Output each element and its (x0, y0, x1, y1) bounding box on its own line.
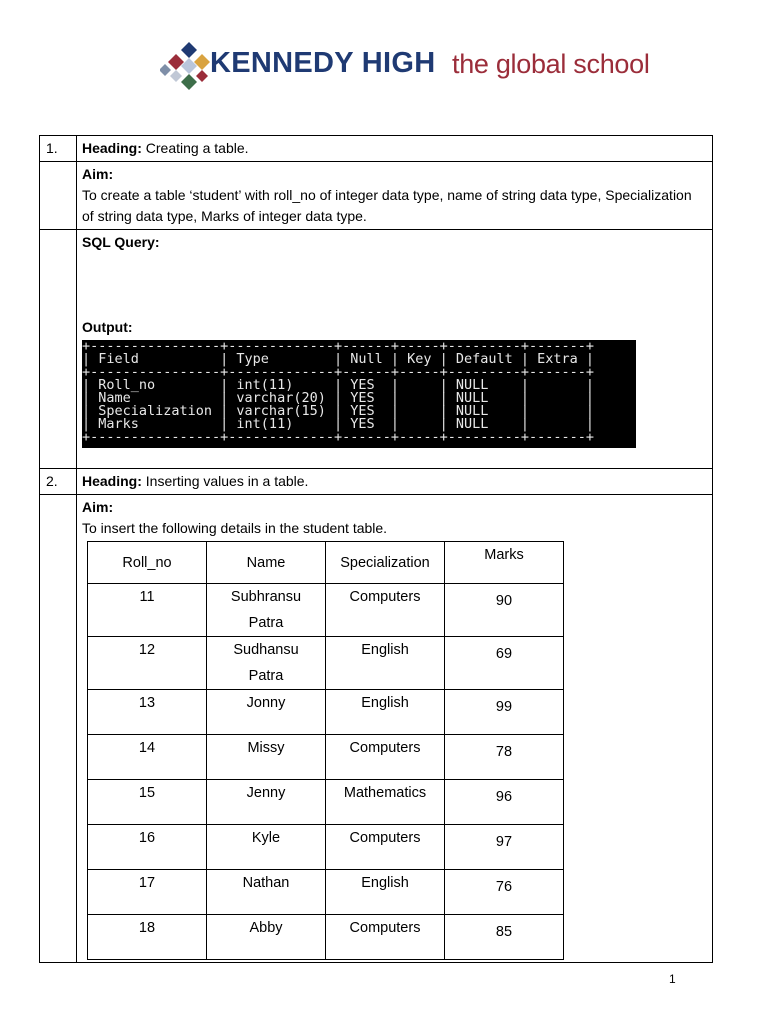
heading-cell (77, 469, 713, 495)
name-cell: Missy (207, 735, 326, 780)
query-output-cell (77, 230, 713, 469)
heading-cell (77, 136, 713, 162)
marks-cell: 85 (445, 915, 564, 960)
logo-tagline: the global school (452, 49, 650, 79)
terminal-line: | Name | varchar(20) | YES | | NULL | | (82, 390, 595, 406)
roll-no-cell: 15 (88, 780, 207, 825)
marks-cell: 69 (445, 637, 564, 690)
terminal-line: | Marks | int(11) | YES | | NULL | | (82, 416, 595, 432)
name-cell: Jonny (207, 690, 326, 735)
terminal-line: | Field | Type | Null | Key | Default | Extra | (82, 351, 595, 367)
marks-cell: 90 (445, 584, 564, 637)
name-cell: Subhransu Patra (207, 584, 326, 637)
table-row (88, 825, 564, 870)
practical-2-heading-row (40, 469, 713, 495)
student-data-table (87, 541, 564, 960)
specialization-cell: Computers (326, 735, 445, 780)
roll-no-cell: 13 (88, 690, 207, 735)
logo-school-name: KENNEDY HIGH (210, 47, 436, 79)
aim-label: Aim: (82, 166, 114, 182)
roll-no-cell: 11 (88, 584, 207, 637)
heading-label: Heading: (82, 140, 142, 156)
name-cell: Abby (207, 915, 326, 960)
table-row (88, 637, 564, 690)
terminal-output (82, 340, 636, 448)
student-table-body (88, 584, 564, 960)
terminal-line: | Roll_no | int(11) | YES | | NULL | | (82, 377, 595, 393)
name-cell: Kyle (207, 825, 326, 870)
specialization-cell: Computers (326, 915, 445, 960)
aim-cell (77, 495, 713, 963)
terminal-line: +----------------+-------------+------+-----+---------+-------+ (82, 429, 595, 445)
heading-text: Creating a table. (145, 140, 249, 156)
aim-cell (77, 162, 713, 230)
roll-no-cell: 14 (88, 735, 207, 780)
heading-text: Inserting values in a table. (145, 473, 309, 489)
table-row (88, 915, 564, 960)
marks-cell: 96 (445, 780, 564, 825)
roll-no-cell: 18 (88, 915, 207, 960)
name-cell: Sudhansu Patra (207, 637, 326, 690)
page-number: 1 (669, 972, 676, 986)
marks-cell: 97 (445, 825, 564, 870)
specialization-cell: Mathematics (326, 780, 445, 825)
terminal-line: +----------------+-------------+------+-----+---------+-------+ (82, 340, 595, 354)
school-logo (160, 40, 650, 92)
aim-text: To insert the following details in the student table. (82, 520, 388, 536)
output-label: Output: (82, 319, 133, 335)
column-header: Roll_no (88, 542, 207, 584)
aim-label: Aim: (82, 499, 114, 515)
practical-1-heading-row (40, 136, 713, 162)
practical-1-aim-row (40, 162, 713, 230)
name-cell: Jenny (207, 780, 326, 825)
table-row (88, 780, 564, 825)
heading-label: Heading: (82, 473, 142, 489)
marks-cell: 76 (445, 870, 564, 915)
column-header: Name (207, 542, 326, 584)
specialization-cell: English (326, 690, 445, 735)
sql-query-label: SQL Query: (82, 234, 160, 250)
student-table-header-row (88, 542, 564, 584)
column-header: Specialization (326, 542, 445, 584)
practicals-table (39, 135, 713, 963)
marks-cell: 99 (445, 690, 564, 735)
specialization-cell: English (326, 870, 445, 915)
practical-number: 1. (40, 136, 77, 162)
name-cell: Nathan (207, 870, 326, 915)
table-row (88, 690, 564, 735)
table-row (88, 735, 564, 780)
marks-cell: 78 (445, 735, 564, 780)
roll-no-cell: 17 (88, 870, 207, 915)
specialization-cell: Computers (326, 584, 445, 637)
roll-no-cell: 12 (88, 637, 207, 690)
table-row (88, 584, 564, 637)
table-row (88, 870, 564, 915)
practical-1-query-row (40, 230, 713, 469)
practical-number: 2. (40, 469, 77, 495)
practical-2-aim-row (40, 495, 713, 963)
roll-no-cell: 16 (88, 825, 207, 870)
specialization-cell: English (326, 637, 445, 690)
specialization-cell: Computers (326, 825, 445, 870)
terminal-line: | Specialization | varchar(15) | YES | | NULL | | (82, 403, 595, 419)
terminal-line: +----------------+-------------+------+-----+---------+-------+ (82, 364, 595, 380)
aim-text: To create a table ‘student’ with roll_no of integer data type, name of string data type, Specialization of string data type, Marks of integer data type. (82, 187, 692, 224)
column-header: Marks (445, 542, 564, 584)
